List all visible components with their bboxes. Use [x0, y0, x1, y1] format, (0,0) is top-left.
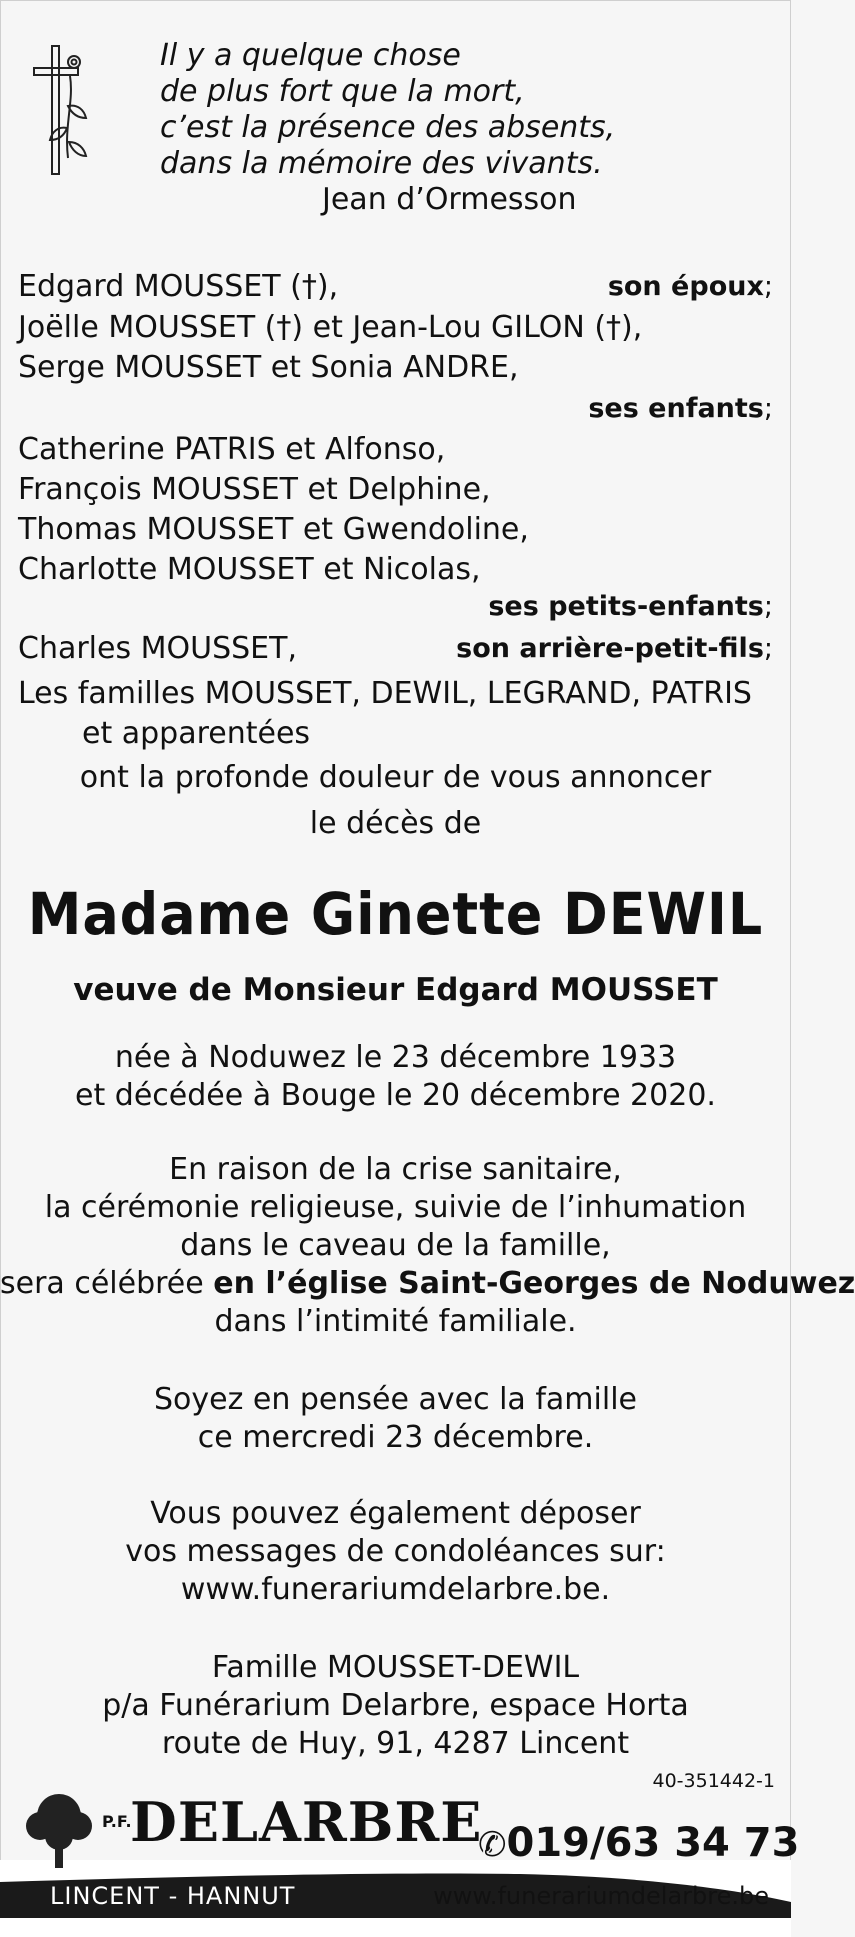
phone-text: 019/63 34 73 — [506, 1820, 800, 1866]
family-line: Serge MOUSSET et Sonia ANDRE, — [18, 350, 519, 385]
quote-line: de plus fort que la mort, — [160, 74, 525, 109]
quote-line: Il y a quelque chose — [160, 38, 461, 73]
family-name: Edgard MOUSSET (†), — [18, 269, 339, 304]
condolences-url[interactable]: www.funerariumdelarbre.be. — [180, 1572, 611, 1607]
family-line: Charlotte MOUSSET et Nicolas, — [18, 552, 481, 587]
ceremony-text: sera célébrée — [0, 1266, 214, 1301]
announce-line: ont la profonde douleur de vous annoncer — [79, 760, 712, 795]
phone-icon: ✆ — [478, 1825, 507, 1865]
relation-label: ses enfants — [588, 393, 764, 424]
thoughts-line: ce mercredi 23 décembre. — [197, 1420, 594, 1455]
condolences-line: vos messages de condoléances sur: — [125, 1534, 666, 1569]
quote-author: Jean d’Ormesson — [322, 182, 577, 217]
family-relation — [588, 390, 773, 428]
footer-place: LINCENT - HANNUT — [50, 1882, 296, 1910]
announce-line: le décès de — [309, 806, 482, 841]
death-line: et décédée à Bouge le 20 décembre 2020. — [75, 1078, 716, 1113]
family-relation — [488, 588, 773, 626]
family-line: Les familles MOUSSET, DEWIL, LEGRAND, PATRIS — [18, 676, 752, 711]
family-line: Joëlle MOUSSET (†) et Jean-Lou GILON (†), — [18, 310, 643, 345]
family-line: François MOUSSET et Delphine, — [18, 472, 491, 507]
family-line: et apparentées — [82, 716, 311, 751]
phone-number[interactable] — [478, 1820, 799, 1866]
reference-number: 40-351442-1 — [652, 1770, 775, 1792]
brand-logo: DELARBRE — [130, 1790, 483, 1854]
ceremony-line: la cérémonie religieuse, suivie de l’inhumation — [44, 1190, 747, 1225]
condolences-line: Vous pouvez également déposer — [150, 1496, 641, 1531]
quote-line: c’est la présence des absents, — [160, 110, 616, 145]
contact-line: Famille MOUSSET-DEWIL — [211, 1650, 580, 1685]
ceremony-line: dans le caveau de la famille, — [180, 1228, 611, 1263]
deceased-name: Madame Ginette DEWIL — [27, 880, 764, 948]
semicolon: ; — [763, 393, 773, 424]
birth-line: née à Noduwez le 23 décembre 1933 — [114, 1040, 677, 1075]
family-line: Catherine PATRIS et Alfonso, — [18, 432, 446, 467]
footer-website[interactable]: www.funerariumdelarbre.be — [433, 1882, 769, 1910]
ceremony-line: dans l’intimité familiale. — [214, 1304, 577, 1339]
quote — [160, 38, 615, 182]
quote-line: dans la mémoire des vivants. — [160, 146, 603, 181]
family-relation — [608, 268, 773, 306]
semicolon: ; — [763, 271, 773, 302]
family-relation — [456, 630, 773, 668]
ceremony-line: En raison de la crise sanitaire, — [169, 1152, 622, 1187]
family-name: Charles MOUSSET, — [18, 631, 297, 666]
relation-label: son époux — [607, 271, 764, 302]
cross-icon — [30, 46, 94, 178]
semicolon: ; — [763, 633, 773, 664]
relation-label: ses petits-enfants — [488, 591, 764, 622]
deceased-widow: veuve de Monsieur Edgard MOUSSET — [73, 972, 718, 1008]
relation-label: son arrière-petit-fils — [456, 633, 764, 664]
pf-label: P.F. — [102, 1812, 132, 1831]
ceremony-line — [0, 1266, 855, 1302]
contact-line: route de Huy, 91, 4287 Lincent — [161, 1726, 630, 1761]
contact-line: p/a Funérarium Delarbre, espace Horta — [102, 1688, 689, 1723]
tree-logo-icon — [20, 1790, 98, 1872]
semicolon: ; — [763, 591, 773, 622]
church-name: en l’église Saint-Georges de Noduwez — [213, 1266, 855, 1301]
thoughts-line: Soyez en pensée avec la famille — [153, 1382, 637, 1417]
family-line: Thomas MOUSSET et Gwendoline, — [18, 512, 529, 547]
